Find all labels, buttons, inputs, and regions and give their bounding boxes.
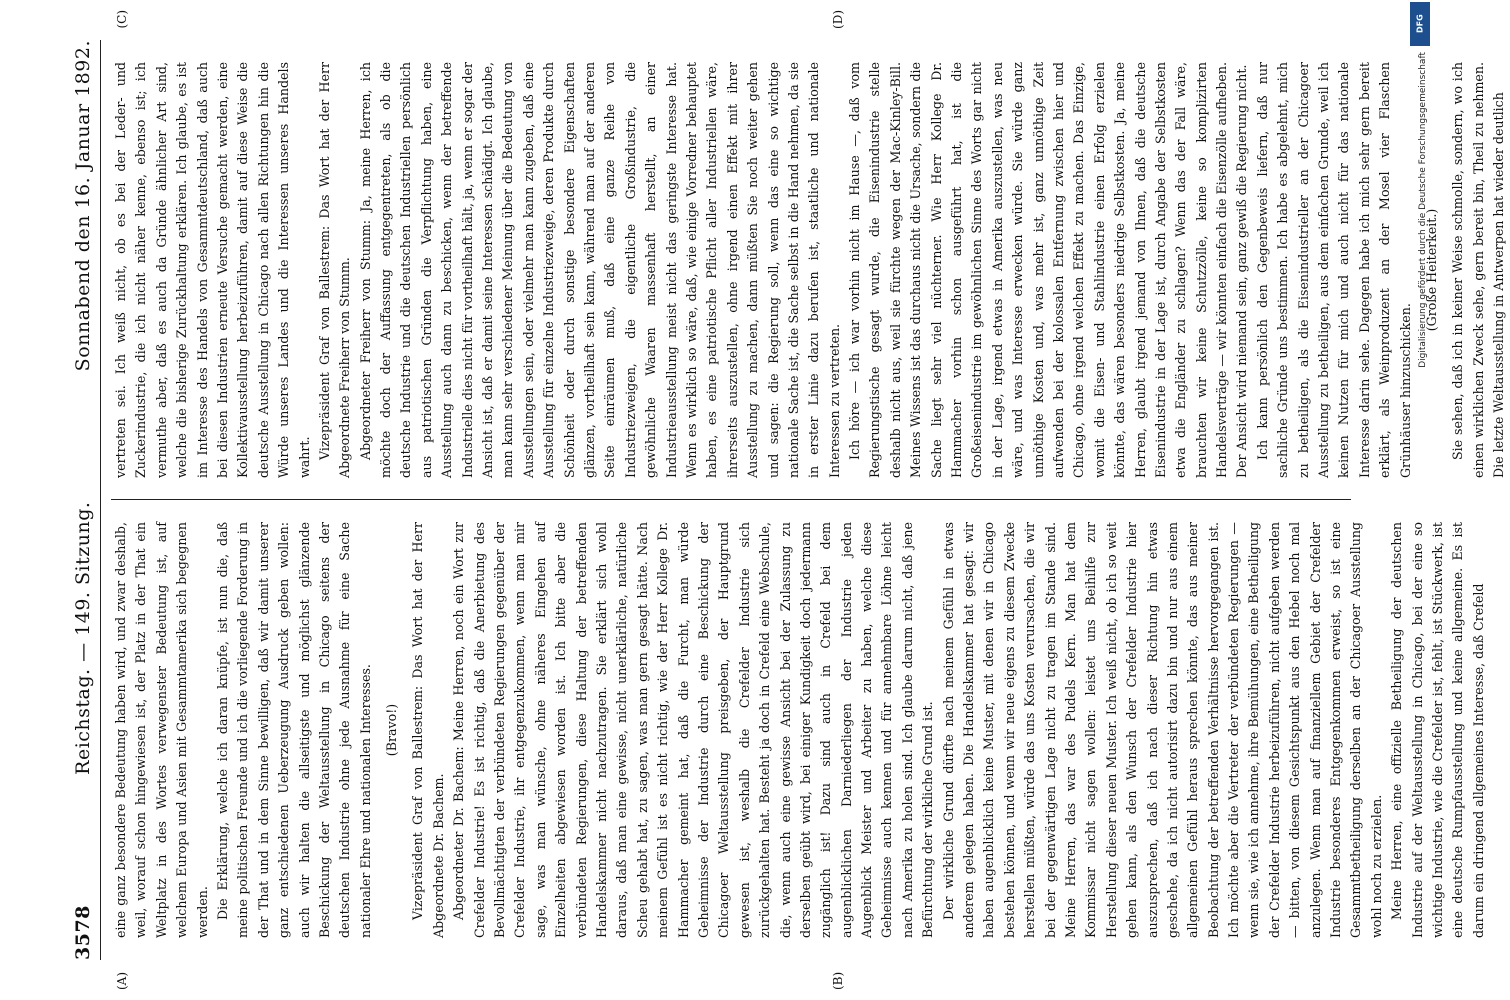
- dfg-logo: DFG: [1410, 2, 1430, 46]
- paragraph: Meine Herren, eine offizielle Betheiligung der deutschen Industrie auf der Weltausstellung in Chicago, bei der eine so wichtige Industrie, wie die Crefelder ist, fehlt, ist Stückwerk, ist eine deutsche Rumpfausstellung und keine allgemeine. Es ist darum ein dringend allgemeines Interesse, daß Crefeld: [1389, 522, 1486, 938]
- page-number: 3578: [72, 905, 94, 960]
- laughter-note: (Große Heiterkeit.): [1424, 208, 1439, 332]
- session-title: Reichstag. — 149. Sitzung.: [72, 501, 94, 775]
- paragraph: Ich kann persönlich den Gegenbeweis liefern, daß nur sachliche Gründe uns bestimmen. Ich habe es abgelehnt, mich zu betheiligen, als die Eisenindustrieller an der Chicagoer Ausstellung zu betheiligen, aus dem einfachen Grunde, weil ich keinen Nutzen für mich und auch nicht für das nationale Interesse darin sehe. Dagegen habe ich mich sehr gern bereit erklärt, als Weinproduzent an der Mosel vier Flaschen Grünhäuser hinzuschicken.: [1254, 62, 1413, 478]
- speaker-announcement: Vizepräsident Graf von Ballestrem: Das Wort hat der Herr Abgeordnete Freiherr von Stumm.: [316, 62, 353, 478]
- left-column: [111, 500, 1486, 960]
- paragraph: Die Erklärung, welche ich daran knüpfe, ist nun die, daß meine politischen Freunde und ich die vorliegende Forderung in der That und in dem Sinne bewilligen, daß wir damit unserer ganz entschiedenen Ueberzeugung Ausdruck geben wollen: auch wir halten die allseitigste und möglichst glänzende Beschickung der Weltausstellung in Chicago seitens der deutschen Industrie ohne jede Ausnahme für eine Sache nationaler Ehre und nationalen Interesses.: [214, 522, 373, 938]
- paragraph: Der wirkliche Grund dürfte nach meinem Gefühl in etwas anderem gelegen haben. Die Handelskammer hat gesagt: wir haben augenblicklich keine Muster, mit denen wir in Chicago bestehen können, und wenn wir neue eigens zu diesem Zwecke herstellen müßten, würde das uns Kosten verursachen, die wir bei der gegenwärtigen Lage nicht zu tragen im Stande sind. Meine Herren, das war des Pudels Kern. Man hat dem Kommissar nicht sagen wollen: leistet uns Beihilfe zur Herstellung dieser neuen Muster. Ich weiß nicht, ob ich so weit gehen kann, als den Wunsch der Crefelder Industrie hier auszusprechen, daß ich nach dieser Richtung hin etwas geschehe, da ich nicht autorisirt dazu bin und nur aus einem allgemeinen Gefühl heraus sprechen könnte, das aus meiner Beobachtung der betreffenden Verhältnisse hervorgegangen ist. Ich möchte aber die Vertreter der verbündeten Regierungen — wenn sie, wie ich annehme, ihre Bemühungen, eine Betheiligung der Crefelder Industrie herbeizuführen, nicht aufgeben werden — bitten, von diesem Gesichtspunkt aus den Hebel noch mal anzulegen. Wenn man auf finanziellem Gebiet der Crefelder Industrie besonderes Entgegenkommen erweist, so ist eine Gesammtbetheiligung derselben an der Chicagoer Ausstellung wohl noch zu erzielen.: [940, 522, 1384, 938]
- session-date: Sonnabend den 16. Januar 1892.: [72, 40, 94, 372]
- speaker-announcement: Vizepräsident Graf von Ballestrem: Das Wort hat der Herr Abgeordnete Dr. Bachem.: [410, 522, 446, 938]
- page-header: [72, 40, 101, 960]
- paragraph: Abgeordneter Dr. Bachem: Meine Herren, noch ein Wort zur Crefelder Industrie! Es ist richtig, daß die Anerbietung des Bevollmächtigten der verbündeten Regierungen gegenüber der Crefelder Industrie, ihr entgegenzukommen, wenn man mir sage, was man wünsche, ohne näheres Eingehen auf Einzelheiten abgewiesen worden ist. Ich bitte aber die verbündeten Regierungen, diese Haltung der betreffenden Handelskammer nicht nachzutragen. Sie erklärt sich wohl daraus, daß man eine gewisse, nicht unerklärliche, natürliche Scheu gehabt hat, zu sagen, was man gern gesagt hätte. Nach meinem Gefühl ist es nicht richtig, wie der Herr Kollege Dr. Hammacher gemeint hat, daß die Furcht, man würde Geheimnisse der Industrie durch eine Beschickung der Chicagoer Weltausstellung preisgeben, der Hauptgrund gewesen ist, weshalb die Crefelder Industrie sich zurückgehalten hat. Besteht ja doch in Crefeld eine Webschule, die, wenn auch eine gewisse Ansicht bei der Zulassung zu derselben geübt wird, bei einiger Kundigkeit doch jedermann zugänglich ist! Dazu sind auch in Crefeld bei dem augenblicklichen Darniederliegen der Industrie jeden Augenblick Meister und Arbeiter zu haben, welche diese Geheimnisse auch kennen und für annehmbare Löhne leicht nach Amerika zu holen sind. Ich glaube darum nicht, daß jene Befürchtung der wirkliche Grund ist.: [451, 522, 936, 938]
- digitization-note: Digitalisierung gefördert durch die Deutsche Forschungsgemeinschaft: [1418, 52, 1428, 368]
- margin-marker-c: (C): [115, 10, 129, 29]
- margin-marker-b: (B): [831, 971, 845, 990]
- paragraph: vertreten sei. Ich weiß nicht, ob es bei der Leder- und Zuckerindustrie, die ich nicht näher kenne, ebenso ist; ich vermuthe aber, daß es auch da Gründe ähnlicher Art sind, welche die bisherige Zurückhaltung erklären. Ich glaube, es ist im Interesse des Handels von Gesammtdeutschland, daß auch bei diesen Industrien erneute Versuche gemacht werden, eine Kollektivausstellung herbeizuführen, damit auf diese Weise die deutsche Ausstellung in Chicago nach allen Richtungen hin die Würde unseres Landes und die Interessen unseres Handels wahrt.: [113, 62, 312, 478]
- margin-marker-a: (A): [115, 971, 129, 990]
- paragraph: Sie sehen, daß ich in keiner Weise schmolle, sondern, wo ich einen wirklichen Zweck sehe, gern bereit bin, Theil zu nehmen. Die letzte Weltausstellung in Antwerpen hat wieder deutlich: [1450, 62, 1507, 478]
- paragraph: Ich höre — ich war vorhin nicht im Hause —, daß vom Regierungstische gesagt wurde, die Eisenindustrie stelle deshalb nicht aus, weil sie fürchte wegen der Mac-Kinley-Bill. Meines Wissens ist das durchaus nicht die Ursache, sondern die Sache liegt sehr viel nüchterner. Wie Herr Kollege Dr. Hammacher vorhin schon ausgeführt hat, ist die Großeisenindustrie im gewöhnlichen Sinne des Worts gar nicht in der Lage, irgend etwas in Amerika auszustellen, was neu wäre, und was Interesse erwecken würde. Sie würde ganz unnöthige Kosten und, was mehr ist, ganz unnöthige Zeit aufwenden bei der kolossalen Entfernung zwischen hier und Chicago, ohne irgend welchen Effekt zu machen. Das Einzige, womit die Eisen- und Stahlindustrie einen Erfolg erzielen könnte, das wären besonders niedrige Selbstkosten. Ja, meine Herren, glaubt irgend jemand von Ihnen, daß die deutsche Eisenindustrie in der Lage ist, durch Angabe der Selbstkosten etwa die Engländer zu schlagen? Wenn das der Fall wäre, brauchten wir keine Schutzzölle, keine so komplizirten Handelsverträge — wir könnten einfach die Eisenzölle aufheben. Der Ansicht wird niemand sein, ganz gewiß die Regierung nicht.: [847, 62, 1250, 478]
- paragraph: Abgeordneter Freiherr von Stumm: Ja, meine Herren, ich möchte doch der Auffassung entgegentreten, als ob die deutsche Industrie und die deutschen Industriellen persönlich aus patriotischen Gründen die Verpflichtung haben, eine Ausstellung auch dann zu beschicken, wenn der betreffende Industrielle dies nicht für vortheilhaft hält, ja, wenn er sogar der Ansicht ist, daß er damit seine Interessen schädigt. Ich glaube, man kann sehr verschiedener Meinung über die Bedeutung von Ausstellungen sein, oder vielmehr man kann zugeben, daß eine Ausstellung für einzelne Industriezweige, deren Produkte durch Schönheit oder durch sonstige besondere Eigenschaften glänzen, vortheilhaft sein kann, während man auf der anderen Seite einräumen muß, daß eine ganze Reihe von Industriezweigen, die eigentliche Großindustrie, die gewöhnliche Waaren massenhaft herstellt, an einer Industrieausstellung meist nicht das geringste Interesse hat. Wenn es wirklich so wäre, daß, wie einige Vorredner behauptet haben, es eine patriotische Pflicht aller Industriellen wäre, ihrerseits auszustellen, ohne irgend einen Effekt mit ihrer Ausstellung zu machen, dann müßten Sie noch weiter gehen und sagen: die Regierung soll, wenn das eine so wichtige nationale Sache ist, die Sache selbst in die Hand nehmen, da sie in erster Linie dazu berufen ist, staatliche und nationale Interessen zu vertreten.: [357, 62, 842, 478]
- applause-note: (Bravo!): [384, 703, 400, 757]
- margin-marker-d: (D): [831, 10, 845, 29]
- paragraph: eine ganz besondere Bedeutung haben wird, und zwar deshalb, weil, worauf schon hingewiesen ist, der Platz in der That ein Weltplatz in des Wortes verwegenster Bedeutung ist, auf welchem Europa und Asien mit Gesammtamerika sich begegnen werden.: [113, 522, 210, 938]
